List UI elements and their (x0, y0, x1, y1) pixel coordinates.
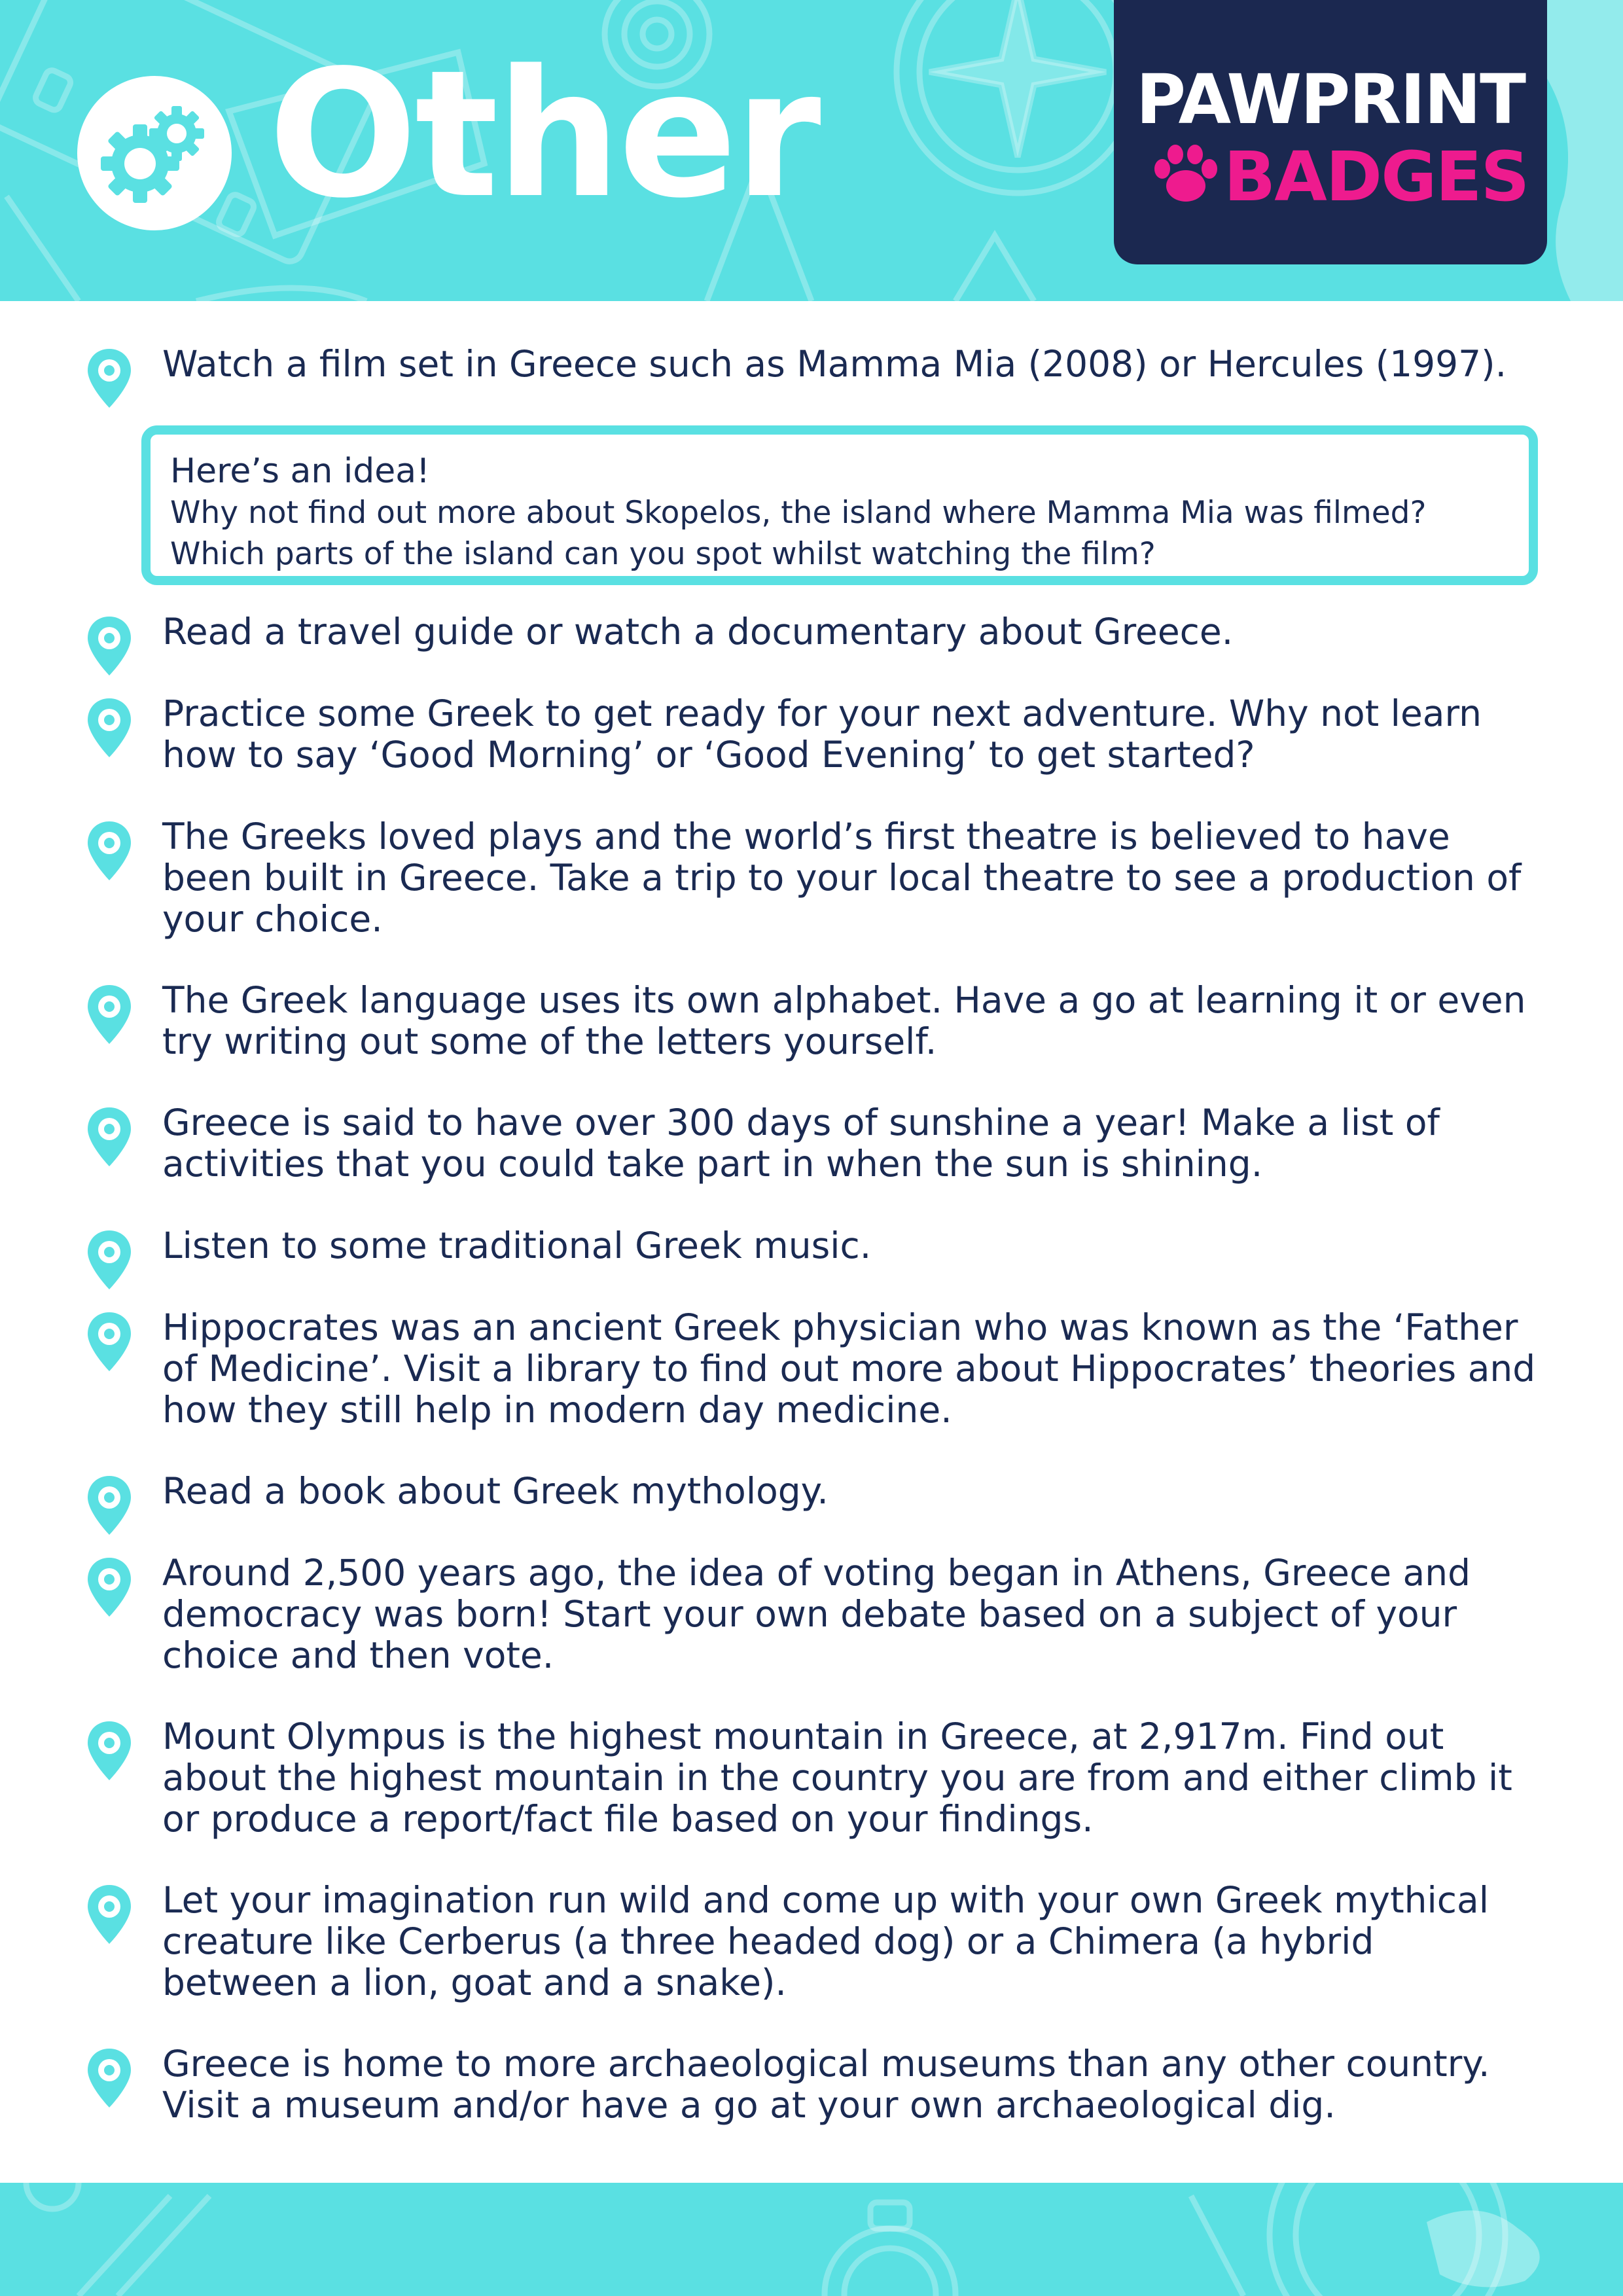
list-item-text: Read a travel guide or watch a documentary about Greece. (162, 611, 1234, 653)
list-item-text: Let your imagination run wild and come up with your own Greek mythical creature like Cerberus (a three headed dog) or a Chimera (a hybrid between a lion, goat and a snake). (162, 1879, 1489, 2003)
list-item-text: Practice some Greek to get ready for your next adventure. Why not learn how to say ‘Good Morning’ or ‘Good Evening’ to get started? (162, 692, 1482, 776)
logo-text-pawprint: PAWPRINT (1135, 60, 1525, 139)
travel-doodles-background (0, 2183, 1623, 2296)
list-item-text: Around 2,500 years ago, the idea of voting began in Athens, Greece and democracy was born! Start your own debate based on a subject of your choice and then vote. (162, 1552, 1471, 1676)
page-title: Other (268, 33, 819, 237)
list-item-text: Hippocrates was an ancient Greek physician who was known as the ‘Father of Medicine’. Visit a library to find out more about Hippocrates’ theories and how they still help in modern day medicine. (162, 1306, 1536, 1431)
map-pin-icon (86, 1475, 133, 1536)
map-pin-icon (86, 984, 133, 1045)
list-item-text: The Greeks loved plays and the world’s first theatre is believed to have been built in Greece. Take a trip to your local theatre to see a production of your choice. (162, 816, 1522, 940)
list-item-text: Listen to some traditional Greek music. (162, 1225, 872, 1266)
list-item-text: Watch a film set in Greece such as Mamma Mia (2008) or Hercules (1997). (162, 343, 1507, 385)
map-pin-icon (86, 1106, 133, 1168)
map-pin-icon (86, 1556, 133, 1618)
idea-heading: Here’s an idea! (170, 452, 430, 491)
list-item-text: Read a book about Greek mythology. (162, 1470, 829, 1512)
map-pin-icon (86, 615, 133, 677)
map-pin-icon (86, 1229, 133, 1291)
list-item-text: The Greek language uses its own alphabet. Have a go at learning it or even try writing out some of the letters yourself. (162, 979, 1526, 1062)
map-pin-icon (86, 1884, 133, 1945)
map-pin-icon (86, 2047, 133, 2109)
list-item-text: Mount Olympus is the highest mountain in Greece, at 2,917m. Find out about the highest mountain in the country you are from and either climb it or produce a report/fact file based on your findings. (162, 1715, 1512, 1840)
logo-text-badges: BADGES (1224, 137, 1529, 217)
header-banner (0, 0, 1623, 301)
list-item-text: Greece is said to have over 300 days of sunshine a year! Make a list of activities that you could take part in when the sun is shining. (162, 1102, 1440, 1185)
list-item-text: Greece is home to more archaeological museums than any other country. Visit a museum and/or have a go at your own archaeological dig. (162, 2043, 1490, 2126)
idea-callout-box (141, 425, 1538, 585)
gears-icon (77, 76, 232, 230)
pawprint-badges-logo (1114, 0, 1547, 264)
footer-banner (0, 2183, 1623, 2296)
map-pin-icon (86, 1720, 133, 1782)
map-pin-icon (86, 820, 133, 882)
paw-icon (1152, 143, 1217, 208)
idea-body: Why not find out more about Skopelos, the island where Mamma Mia was filmed? Which parts of the island can you spot whilst watching the film? (170, 495, 1427, 572)
map-pin-icon (86, 348, 133, 409)
map-pin-icon (86, 697, 133, 759)
map-pin-icon (86, 1311, 133, 1372)
